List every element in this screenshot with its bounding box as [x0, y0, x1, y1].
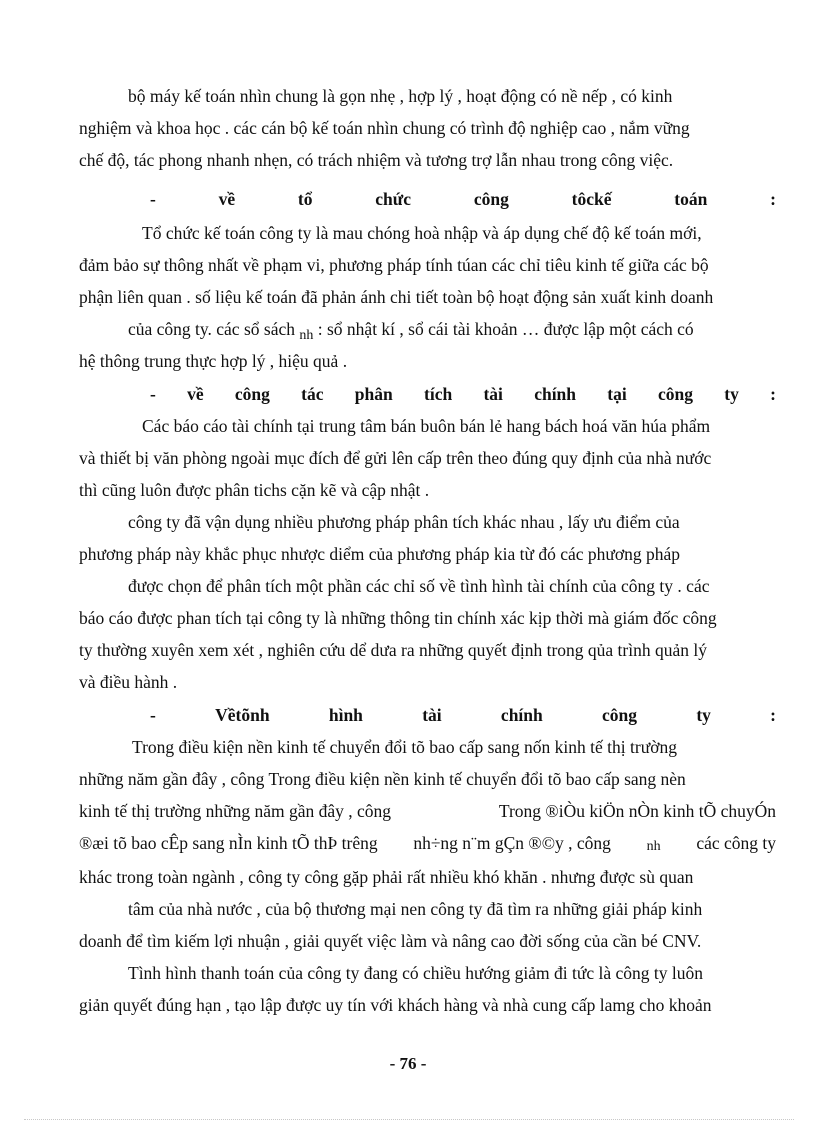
heading-word: Vềtõnh	[215, 705, 270, 725]
heading-word: tại	[607, 384, 627, 404]
heading-word: :	[770, 189, 776, 209]
text-line: và điều hành .	[79, 672, 178, 692]
text-segment: của công ty. các sổ sách	[128, 319, 295, 339]
text-line: thì cũng luôn được phân tichs cặn kẽ và cập nhật .	[79, 480, 430, 500]
text-line: đảm bảo sự thông nhất về phạm vi, phương pháp tính túan các chỉ tiêu kinh tế giữa các bộ	[79, 255, 709, 275]
text-segment: : sổ nhật kí , sổ cái tài khoản … được lập một cách có	[317, 319, 694, 339]
text-line: tâm của nhà nước , của bộ thương mại nen công ty đã tìm ra những giải pháp kinh	[128, 899, 703, 919]
text-line: chế độ, tác phong nhanh nhẹn, có trách nhiệm và tương trợ lẫn nhau trong công việc.	[79, 150, 674, 170]
heading-word: ty	[696, 705, 711, 725]
page-boundary-divider	[24, 1119, 794, 1120]
text-line: Các báo cáo tài chính tại trung tâm bán buôn bán lẻ hang bách hoá văn húa phẩm	[142, 416, 711, 436]
subscript-fragment: nh	[646, 839, 661, 854]
heading-word: tài	[483, 384, 503, 404]
heading-word: tôckế	[571, 189, 612, 209]
heading-word: -	[150, 384, 156, 404]
text-line: giản quyết đúng hạn , tạo lập được uy tín với khách hàng và nhà cung cấp lamg cho khoản	[79, 995, 712, 1015]
text-segment: kinh tế thị trường những năm gần đây , công	[79, 801, 392, 821]
text-line: nghiệm và khoa học . các cán bộ kế toán nhìn chung có trình độ nghiệp cao , nắm vững	[79, 118, 690, 138]
text-segment: nh÷ng n¨m gÇn ®©y , công	[413, 833, 611, 853]
heading-word: tích	[424, 384, 453, 404]
heading-word: toán	[674, 189, 708, 209]
heading-word: chính	[500, 705, 543, 725]
heading-word: công	[473, 189, 509, 209]
text-line: bộ máy kế toán nhìn chung là gọn nhẹ , hợp lý , hoạt động có nề nếp , có kinh	[128, 86, 673, 106]
text-line: những năm gần đây , công Trong điều kiện nền kinh tế chuyển đổi tõ bao cấp sang nèn	[79, 769, 686, 789]
text-line: được chọn để phân tích một phần các chỉ số về tình hình tài chính của công ty . các	[128, 576, 710, 596]
section-heading-financial-situation	[150, 704, 776, 726]
text-segment: ®æi tõ bao cÊp sang nÌn kinh tÕ thÞ trêng	[79, 833, 378, 853]
heading-word: tác	[301, 384, 324, 404]
heading-word: tài	[422, 705, 442, 725]
heading-word: :	[770, 384, 776, 404]
subscript-fragment: nh	[299, 328, 314, 343]
heading-word: hình	[328, 705, 363, 725]
text-line: khác trong toàn ngành , công ty công gặp phải rất nhiều khó khăn . nhưng được sù quan	[79, 867, 694, 887]
text-line: phương pháp này khắc phục nhược diểm của phương pháp kia từ đó các phương pháp	[79, 544, 681, 564]
heading-word: công	[234, 384, 270, 404]
text-line: Tổ chức kế toán công ty là mau chóng hoà nhập và áp dụng chế độ kế toán mới,	[142, 223, 702, 243]
text-line	[79, 800, 776, 822]
heading-word: tổ	[297, 189, 313, 209]
text-line: công ty đã vận dụng nhiều phương pháp phân tích khác nhau , lấy ưu điểm của	[128, 512, 680, 532]
text-line: báo cáo được phan tích tại công ty là những thông tin chính xác kịp thời mà giám đốc công	[79, 608, 717, 628]
heading-word: về	[218, 189, 236, 209]
text-line: Trong điều kiện nền kinh tế chuyển đổi tõ bao cấp sang nốn kinh tế thị trường	[132, 737, 677, 757]
section-heading-accounting-organization	[150, 188, 776, 210]
heading-word: :	[770, 705, 776, 725]
text-line: ty thường xuyên xem xét , nghiên cứu dể dưa ra những quyết định trong qủa trình quản lý	[79, 640, 707, 660]
section-heading-financial-analysis	[150, 383, 776, 405]
text-line: doanh để tìm kiếm lợi nhuận , giải quyết việc làm và nâng cao đời sống của cần bé CNV.	[79, 931, 702, 951]
text-line: hệ thông trung thực hợp lý , hiệu quả .	[79, 351, 348, 371]
text-segment: các công ty	[696, 833, 776, 853]
heading-word: công	[658, 384, 693, 404]
text-line: Tình hình thanh toán của công ty đang có chiều hướng giảm đi tức là công ty luôn	[128, 963, 703, 983]
heading-word: chức	[375, 189, 412, 209]
heading-word: -	[150, 189, 156, 209]
text-line	[79, 832, 776, 854]
heading-word: công	[602, 705, 638, 725]
text-line: và thiết bị văn phòng ngoài mục đích để gửi lên cấp trên theo đúng quy định của nhà nước	[79, 448, 712, 468]
text-line: phận liên quan . số liệu kế toán đã phản ánh chi tiết toàn bộ hoạt động sản xuất kinh doanh	[79, 287, 714, 307]
text-segment: Trong ®iÒu kiÖn nÒn kinh tÕ chuyÓn	[498, 801, 776, 821]
text-line	[128, 318, 694, 343]
page-number: - 76 -	[389, 1054, 427, 1073]
heading-word: về	[187, 384, 204, 404]
heading-word: ty	[724, 384, 739, 404]
heading-word: phân	[354, 384, 393, 404]
heading-word: chính	[534, 384, 577, 404]
heading-word: -	[150, 705, 156, 725]
